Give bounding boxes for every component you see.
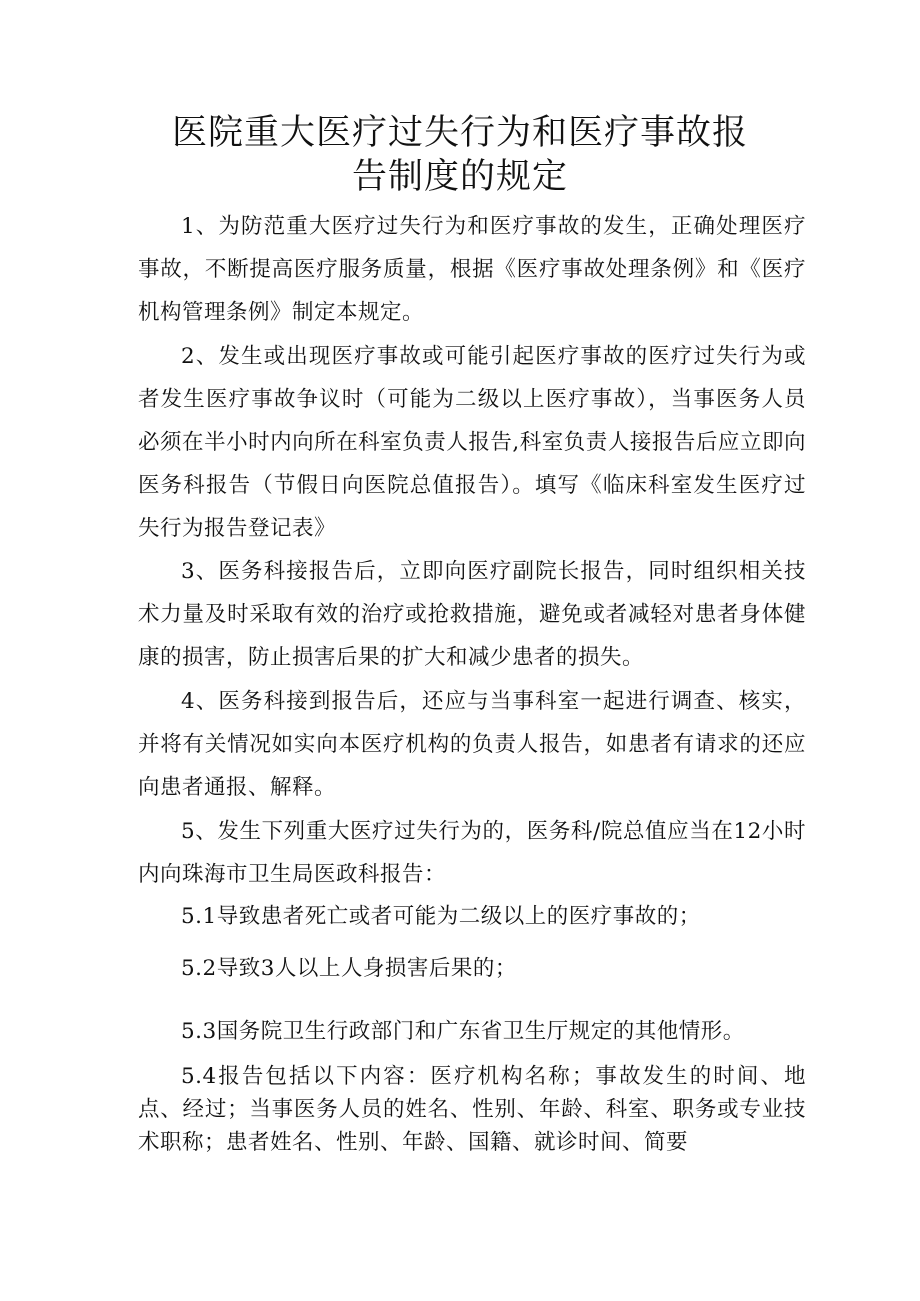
document-title-line-2: 告制度的规定 [351,157,568,197]
paragraph-1: 1、为防范重大医疗过失行为和医疗事故的发生，正确处理医疗事故，不断提高医疗服务质量，根据《医疗事故处理条例》和《医疗机构管理条例》制定本规定。 [138,214,806,325]
paragraph-2: 2、发生或出现医疗事故或可能引起医疗事故的医疗过失行为或者发生医疗事故争议时（可能为二级以上医疗事故），当事医务人员必须在半小时内向所在科室负责人报告,科室负责人接报告后应立即向医务科报告（节假日向医院总值报告）。填写《临床科室发生医疗过失行为报告登记表》 [138,344,806,541]
paragraph-5-1: 5.1导致患者死亡或者可能为二级以上的医疗事故的； [181,904,701,929]
paragraph-5-4: 5.4报告包括以下内容：医疗机构名称；事故发生的时间、地点、经过；当事医务人员的姓名、性别、年龄、科室、职务或专业技术职称；患者姓名、性别、年龄、国籍、就诊时间、简要 [138,1064,806,1155]
paragraph-5-2: 5.2导致3人以上人身损害后果的； [181,956,517,981]
paragraph-4: 4、医务科接到报告后，还应与当事科室一起进行调查、核实，并将有关情况如实向本医疗机构的负责人报告，如患者有请求的还应向患者通报、解释。 [138,689,806,800]
paragraph-5-3: 5.3国务院卫生行政部门和广东省卫生厅规定的其他情形。 [181,1019,745,1044]
document-title-line-1: 医院重大医疗过失行为和医疗事故报 [171,113,748,153]
paragraph-3: 3、医务科接报告后，立即向医疗副院长报告，同时组织相关技术力量及时采取有效的治疗或抢救措施，避免或者减轻对患者身体健康的损害，防止损害后果的扩大和减少患者的损失。 [138,559,806,670]
paragraph-5: 5、发生下列重大医疗过失行为的，医务科/院总值应当在12小时内向珠海市卫生局医政科报告： [138,819,806,887]
